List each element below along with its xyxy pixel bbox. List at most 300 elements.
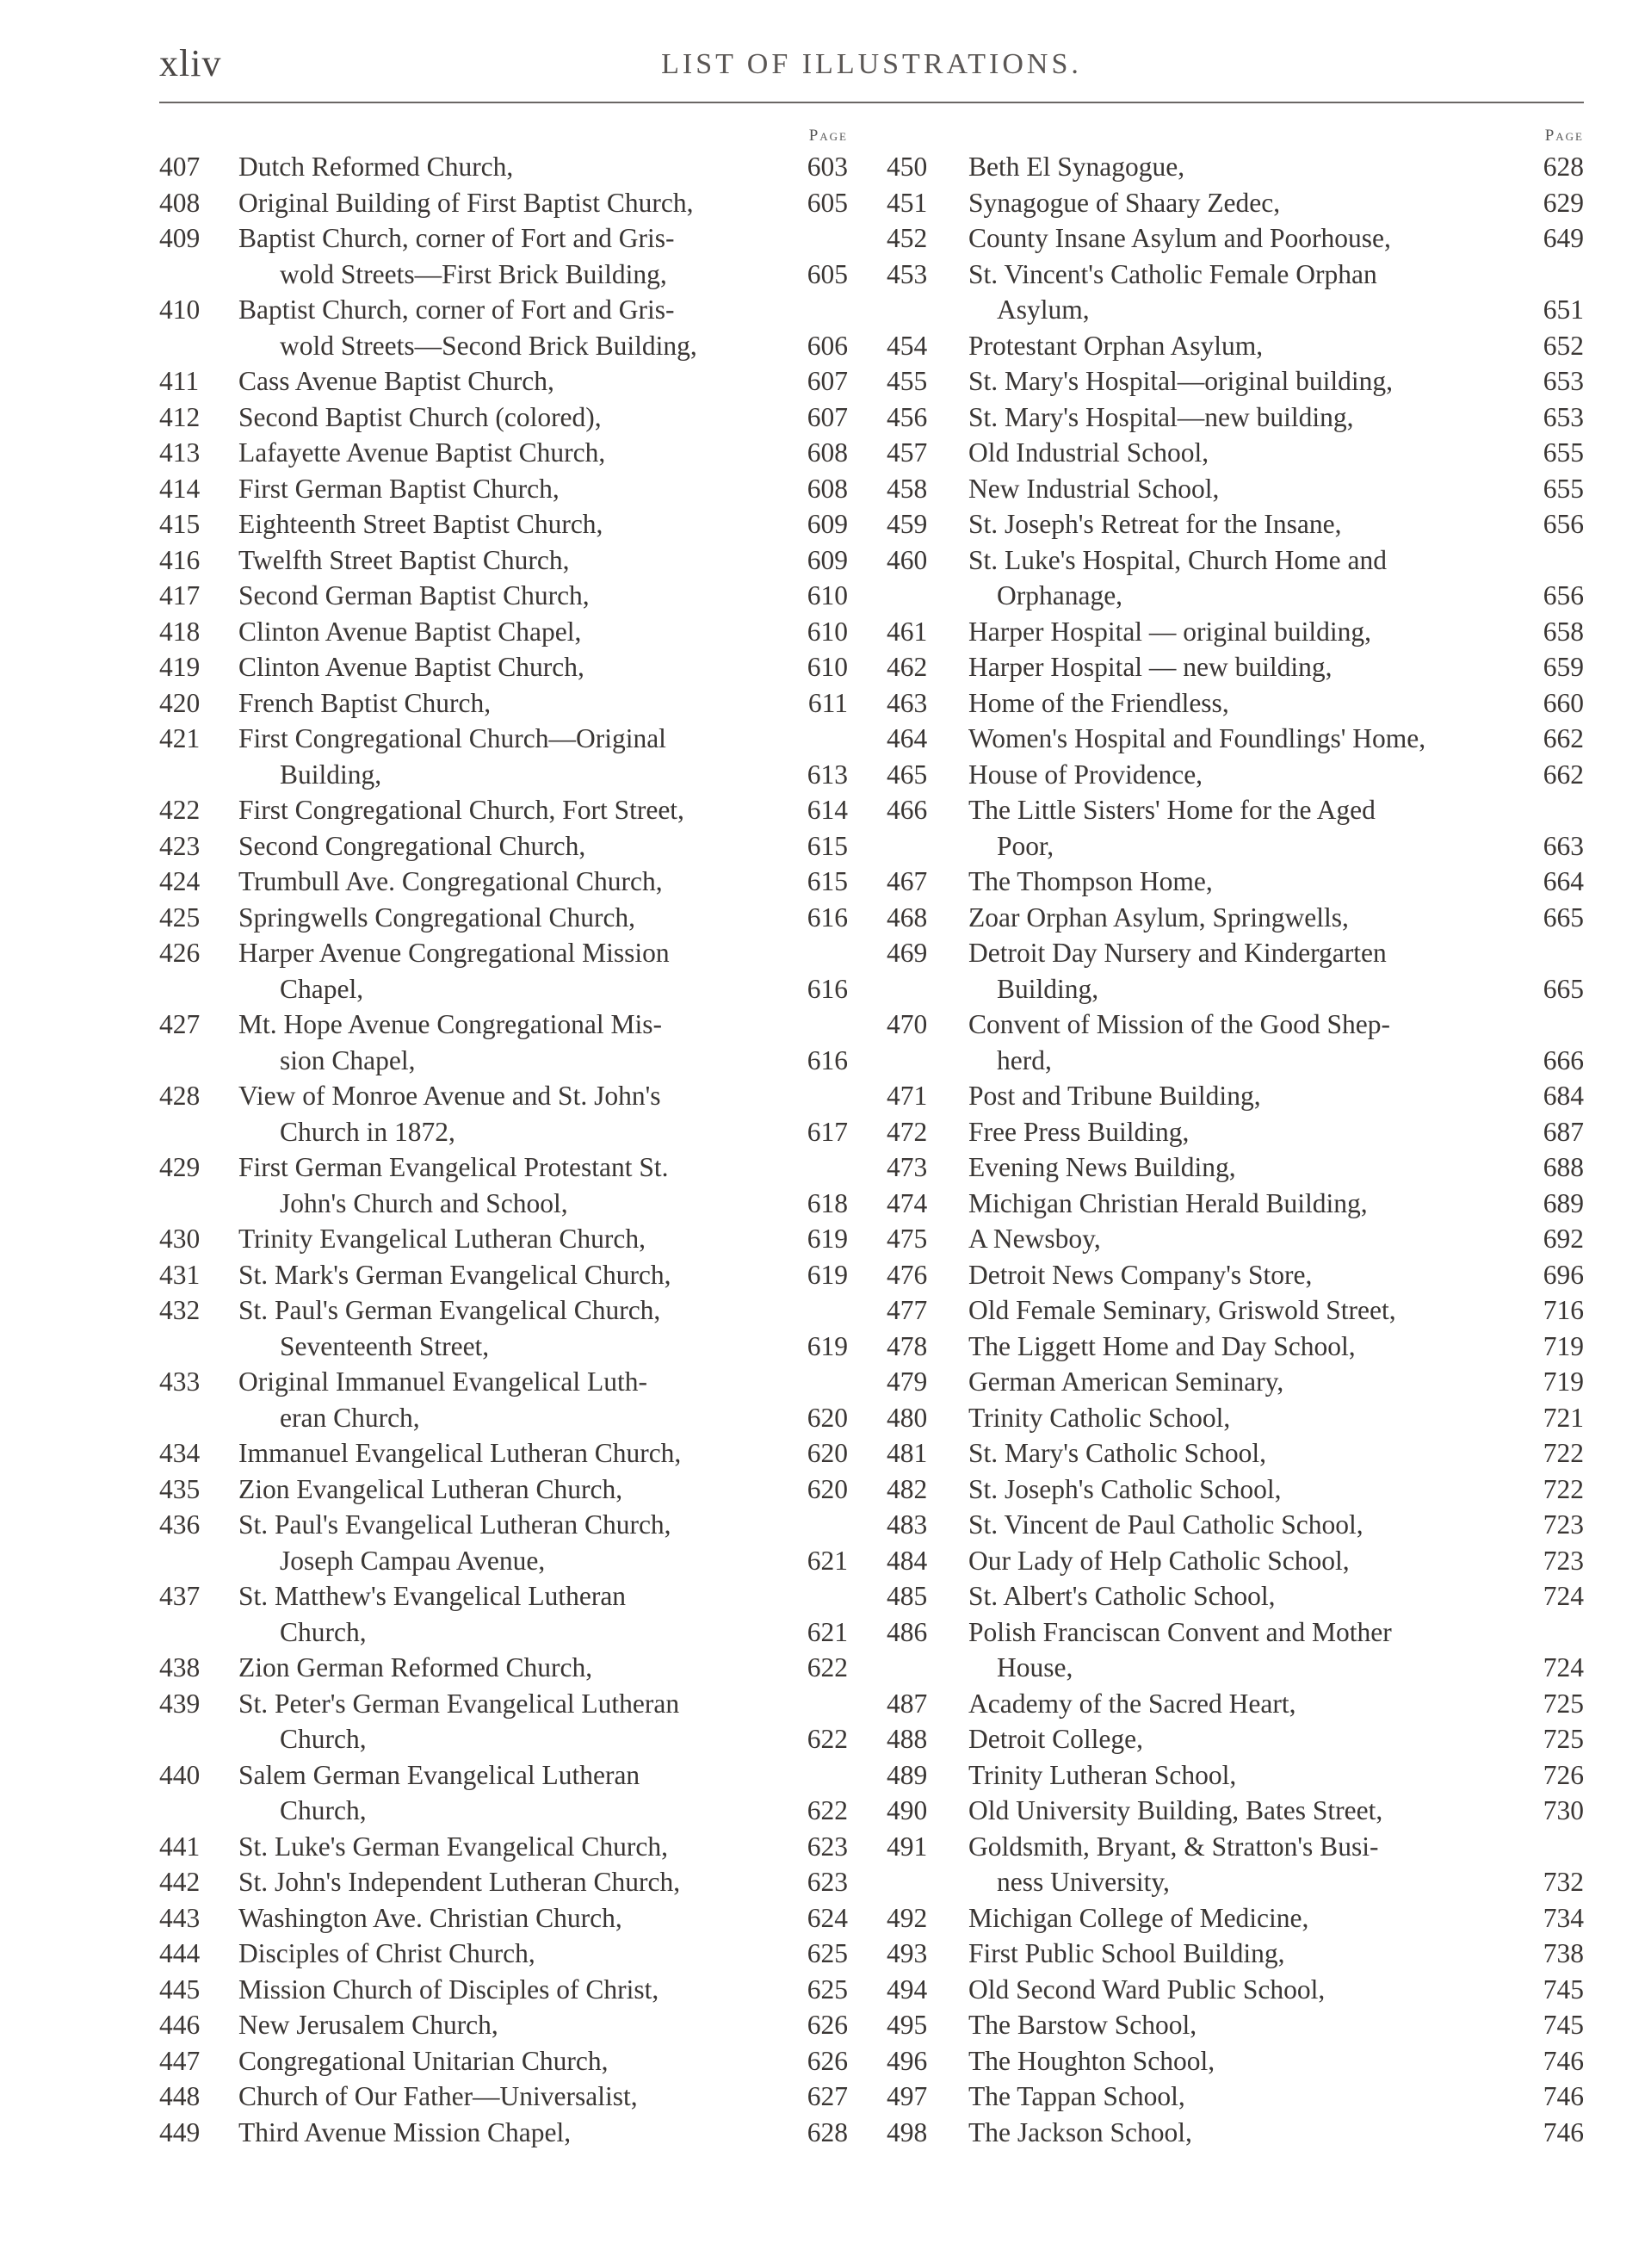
- entry-number: 455: [887, 366, 928, 396]
- entry-page-number: 665: [1543, 973, 1584, 1004]
- entry-page-number: 619: [807, 1330, 848, 1361]
- entry-title: St. Mary's Catholic School,: [968, 1438, 1267, 1468]
- entry-number: 411: [159, 366, 200, 396]
- entry-number: 426: [159, 938, 201, 968]
- illustration-entry: [887, 1400, 1584, 1436]
- entry-page-number: 623: [807, 1867, 848, 1897]
- entry-number: 424: [159, 866, 201, 896]
- illustration-entry: [159, 1472, 848, 1508]
- illustration-entry: [887, 1329, 1584, 1365]
- entry-title: Detroit College,: [968, 1724, 1143, 1754]
- illustration-entry: [159, 578, 848, 614]
- illustration-entry: [159, 1829, 848, 1865]
- entry-number: 435: [159, 1473, 201, 1504]
- entry-number: 437: [159, 1581, 201, 1611]
- entry-page-number: 719: [1543, 1366, 1584, 1397]
- entry-page-number: 651: [1543, 294, 1584, 325]
- entry-title: A Newsboy,: [968, 1224, 1101, 1254]
- entry-number: 417: [159, 580, 201, 610]
- entry-number: 445: [159, 1974, 201, 2005]
- entry-number: 487: [887, 1688, 928, 1719]
- entry-page-number: 665: [1543, 902, 1584, 933]
- illustration-entry: [159, 1149, 848, 1221]
- entry-title: The Jackson School,: [968, 2116, 1192, 2147]
- entry-page-number: 608: [807, 437, 848, 468]
- entry-page-number: 628: [807, 2116, 848, 2147]
- illustration-entry: [159, 828, 848, 864]
- entry-title: herd,: [997, 1044, 1052, 1075]
- entry-number: 459: [887, 509, 928, 539]
- entry-number: 490: [887, 1795, 928, 1825]
- entry-title: Old University Building, Bates Street,: [968, 1795, 1383, 1825]
- illustration-entry: [159, 2043, 848, 2079]
- entry-title: Michigan College of Medicine,: [968, 1902, 1309, 1933]
- entry-number: 465: [887, 759, 928, 790]
- illustration-entry: [887, 1078, 1584, 1114]
- entry-title: Congregational Unitarian Church,: [238, 2045, 609, 2076]
- entry-number: 469: [887, 938, 928, 968]
- illustration-entry: [159, 1435, 848, 1472]
- entry-title: ness University,: [997, 1867, 1170, 1897]
- entry-title: St. Mary's Hospital—new building,: [968, 401, 1354, 432]
- entry-page-number: 724: [1543, 1581, 1584, 1611]
- illustration-entry: [159, 649, 848, 685]
- entry-number: 468: [887, 902, 928, 933]
- right-column: [887, 123, 1584, 2150]
- entry-page-number: 746: [1543, 2045, 1584, 2076]
- entry-title: Post and Tribune Building,: [968, 1081, 1261, 1111]
- entry-title: Mt. Hope Avenue Congregational Mis-: [238, 1009, 662, 1039]
- entry-title: St. Luke's Hospital, Church Home and: [968, 544, 1387, 575]
- illustration-entry: [159, 1972, 848, 2008]
- illustration-entry: [887, 1114, 1584, 1150]
- entry-title: St. Matthew's Evangelical Lutheran: [238, 1581, 627, 1611]
- entry-title: Building,: [280, 759, 382, 790]
- entry-page-number: 655: [1543, 437, 1584, 468]
- illustration-entry: [887, 1972, 1584, 2008]
- entry-title: Church,: [280, 1616, 367, 1647]
- entry-number: 470: [887, 1009, 928, 1039]
- illustration-entry: [887, 1007, 1584, 1078]
- entry-title: Our Lady of Help Catholic School,: [968, 1545, 1350, 1576]
- entry-page-number: 626: [807, 2045, 848, 2076]
- entry-title: St. Albert's Catholic School,: [968, 1581, 1276, 1611]
- page-column-heading: [887, 123, 1584, 149]
- illustration-entry: [887, 1435, 1584, 1472]
- illustration-entry: [159, 1507, 848, 1578]
- entry-number: 464: [887, 723, 928, 753]
- entry-page-number: 662: [1543, 723, 1584, 753]
- entry-title: Church in 1872,: [280, 1116, 455, 1147]
- entry-page-number: 653: [1543, 401, 1584, 432]
- entry-title: New Jerusalem Church,: [238, 2010, 498, 2040]
- entry-number: 466: [887, 795, 928, 825]
- entry-page-number: 629: [1543, 187, 1584, 218]
- illustration-entry: [887, 363, 1584, 400]
- entry-number: 477: [887, 1295, 928, 1325]
- entry-number: 413: [159, 437, 201, 468]
- entry-title: Original Immanuel Evangelical Luth-: [238, 1366, 647, 1397]
- entry-page-number: 610: [807, 580, 848, 610]
- entry-page-number: 628: [1543, 152, 1584, 182]
- illustration-entry: [887, 1364, 1584, 1400]
- entry-title: Academy of the Sacred Heart,: [968, 1688, 1296, 1719]
- entry-number: 473: [887, 1152, 928, 1182]
- entry-page-number: 746: [1543, 2081, 1584, 2111]
- entry-number: 431: [159, 1259, 201, 1290]
- entry-number: 439: [159, 1688, 201, 1719]
- illustration-entry: [887, 1757, 1584, 1794]
- entry-number: 415: [159, 509, 201, 539]
- entry-title: Beth El Synagogue,: [968, 152, 1185, 182]
- illustration-entry: [159, 1578, 848, 1650]
- entry-title: Church,: [280, 1795, 367, 1825]
- left-entry-list: [159, 149, 848, 2150]
- illustration-entry: [159, 2079, 848, 2115]
- entry-page-number: 626: [807, 2010, 848, 2040]
- entry-title: sion Chapel,: [280, 1044, 416, 1075]
- entry-page-number: 746: [1543, 2116, 1584, 2147]
- entry-title: Second Baptist Church (colored),: [238, 401, 602, 432]
- entry-number: 494: [887, 1974, 928, 2005]
- illustration-entry: [887, 614, 1584, 650]
- entry-page-number: 616: [807, 902, 848, 933]
- entry-page-number: 615: [807, 830, 848, 861]
- entry-page-number: 620: [807, 1438, 848, 1468]
- illustration-entry: [887, 257, 1584, 328]
- entry-page-number: 734: [1543, 1902, 1584, 1933]
- entry-number: 485: [887, 1581, 928, 1611]
- entry-number: 461: [887, 616, 928, 647]
- entry-number: 478: [887, 1330, 928, 1361]
- illustration-entry: [159, 864, 848, 900]
- illustration-entry: [159, 614, 848, 650]
- entry-title: Chapel,: [280, 973, 364, 1004]
- illustration-entry: [887, 1257, 1584, 1293]
- entry-page-number: 609: [807, 509, 848, 539]
- entry-number: 476: [887, 1259, 928, 1290]
- entry-title: Lafayette Avenue Baptist Church,: [238, 437, 606, 468]
- entry-page-number: 738: [1543, 1938, 1584, 1968]
- entry-number: 448: [159, 2081, 201, 2111]
- entry-title: St. Luke's German Evangelical Church,: [238, 1831, 669, 1862]
- entry-title: John's Church and School,: [280, 1187, 568, 1218]
- illustration-entry: [159, 1078, 848, 1149]
- illustration-entry: [887, 864, 1584, 900]
- entry-title: Third Avenue Mission Chapel,: [238, 2116, 572, 2147]
- entry-title: First Public School Building,: [968, 1938, 1285, 1968]
- entry-number: 444: [159, 1938, 201, 1968]
- entry-title: Second Congregational Church,: [238, 830, 586, 861]
- entry-page-number: 730: [1543, 1795, 1584, 1825]
- entry-number: 463: [887, 687, 928, 718]
- entry-title: wold Streets—First Brick Building,: [280, 258, 667, 289]
- entry-title: Twelfth Street Baptist Church,: [238, 544, 570, 575]
- illustration-entry: [887, 220, 1584, 257]
- entry-title: Orphanage,: [997, 580, 1123, 610]
- entry-title: Building,: [997, 973, 1099, 1004]
- illustration-entry: [887, 1614, 1584, 1686]
- entry-page-number: 666: [1543, 1044, 1584, 1075]
- entry-title: Washington Ave. Christian Church,: [238, 1902, 622, 1933]
- entry-page-number: 623: [807, 1831, 848, 1862]
- entry-title: Evening News Building,: [968, 1152, 1236, 1182]
- illustration-entry: [159, 400, 848, 436]
- entry-title: Protestant Orphan Asylum,: [968, 330, 1264, 361]
- entry-title: View of Monroe Avenue and St. John's: [238, 1081, 661, 1111]
- illustration-entry: [887, 2115, 1584, 2151]
- entry-title: Zion Evangelical Lutheran Church,: [238, 1473, 623, 1504]
- entry-title: Mission Church of Disciples of Christ,: [238, 1974, 659, 2005]
- entry-title: New Industrial School,: [968, 473, 1220, 504]
- entry-number: 443: [159, 1902, 201, 1933]
- entry-number: 428: [159, 1081, 201, 1111]
- entry-number: 498: [887, 2116, 928, 2147]
- entry-title: St. Vincent's Catholic Female Orphan: [968, 258, 1377, 289]
- page-heading-label: Page: [1544, 127, 1584, 145]
- entry-title: Asylum,: [997, 294, 1090, 325]
- entry-page-number: 659: [1543, 652, 1584, 682]
- entry-number: 493: [887, 1938, 928, 1968]
- entry-number: 454: [887, 330, 928, 361]
- entry-number: 453: [887, 258, 928, 289]
- illustration-entry: [887, 649, 1584, 685]
- entry-page-number: 732: [1543, 1867, 1584, 1897]
- entry-title: Old Industrial School,: [968, 437, 1209, 468]
- entry-number: 479: [887, 1366, 928, 1397]
- illustration-entry: [887, 1829, 1584, 1900]
- illustration-entry: [887, 328, 1584, 364]
- entry-number: 471: [887, 1081, 928, 1111]
- entry-title: Free Press Building,: [968, 1116, 1190, 1147]
- entry-page-number: 616: [807, 973, 848, 1004]
- illustration-entry: [887, 1686, 1584, 1722]
- illustration-entry: [887, 721, 1584, 757]
- entry-number: 433: [159, 1366, 201, 1397]
- illustration-entry: [887, 542, 1584, 614]
- illustration-entry: [159, 220, 848, 292]
- entry-number: 420: [159, 687, 201, 718]
- entry-title: First German Baptist Church,: [238, 473, 560, 504]
- illustration-entry: [159, 1864, 848, 1900]
- illustration-entry: [159, 1007, 848, 1078]
- entry-page-number: 614: [807, 795, 848, 825]
- entry-page-number: 619: [807, 1224, 848, 1254]
- entry-title: Original Building of First Baptist Church,: [238, 187, 694, 218]
- entry-page-number: 719: [1543, 1330, 1584, 1361]
- illustration-entry: [159, 935, 848, 1007]
- right-entry-list: [887, 149, 1584, 2150]
- entry-title: wold Streets—Second Brick Building,: [280, 330, 697, 361]
- entry-number: 418: [159, 616, 201, 647]
- illustration-entry: [159, 685, 848, 722]
- entry-page-number: 613: [807, 759, 848, 790]
- illustration-entry: [159, 792, 848, 828]
- illustration-entry: [159, 900, 848, 936]
- entry-page-number: 625: [807, 1938, 848, 1968]
- entry-title: Seventeenth Street,: [280, 1330, 490, 1361]
- entry-page-number: 724: [1543, 1652, 1584, 1682]
- illustration-entry: [887, 1793, 1584, 1829]
- entry-title: St. Joseph's Catholic School,: [968, 1473, 1282, 1504]
- entry-number: 421: [159, 723, 201, 753]
- entry-page-number: 620: [807, 1473, 848, 1504]
- entry-title: County Insane Asylum and Poorhouse,: [968, 223, 1391, 253]
- entry-number: 491: [887, 1831, 928, 1862]
- entry-number: 489: [887, 1759, 928, 1790]
- entry-page-number: 616: [807, 1044, 848, 1075]
- entry-title: Michigan Christian Herald Building,: [968, 1187, 1368, 1218]
- entry-title: Clinton Avenue Baptist Church,: [238, 652, 584, 682]
- entry-page-number: 653: [1543, 366, 1584, 396]
- entry-title: Harper Avenue Congregational Mission: [238, 938, 670, 968]
- illustration-entry: [159, 185, 848, 221]
- entry-page-number: 692: [1543, 1224, 1584, 1254]
- entry-page-number: 606: [807, 330, 848, 361]
- entry-title: Synagogue of Shaary Zedec,: [968, 187, 1281, 218]
- entry-page-number: 622: [807, 1795, 848, 1825]
- entry-number: 450: [887, 152, 928, 182]
- entry-number: 425: [159, 902, 201, 933]
- entry-title: First German Evangelical Protestant St.: [238, 1152, 669, 1182]
- illustration-entry: [887, 792, 1584, 864]
- entry-title: French Baptist Church,: [238, 687, 492, 718]
- entry-title: Goldsmith, Bryant, & Stratton's Busi-: [968, 1831, 1379, 1862]
- entry-number: 480: [887, 1402, 928, 1433]
- entry-page-number: 663: [1543, 830, 1584, 861]
- entry-number: 434: [159, 1438, 201, 1468]
- entry-title: Zion German Reformed Church,: [238, 1652, 593, 1682]
- illustration-entry: [159, 1900, 848, 1936]
- entry-page-number: 621: [807, 1545, 848, 1576]
- entry-title: Old Second Ward Public School,: [968, 1974, 1326, 2005]
- entry-page-number: 696: [1543, 1259, 1584, 1290]
- entry-title: St. Mary's Hospital—original building,: [968, 366, 1394, 396]
- entry-number: 460: [887, 544, 928, 575]
- illustration-entry: [887, 900, 1584, 936]
- entry-page-number: 615: [807, 866, 848, 896]
- entry-page-number: 605: [807, 258, 848, 289]
- entry-page-number: 610: [807, 652, 848, 682]
- entry-page-number: 723: [1543, 1545, 1584, 1576]
- running-title: LIST OF ILLUSTRATIONS.: [661, 48, 1082, 80]
- entry-number: 451: [887, 187, 928, 218]
- illustration-entry: [159, 292, 848, 363]
- illustration-entry: [887, 435, 1584, 471]
- entry-number: 409: [159, 223, 201, 253]
- entry-page-number: 610: [807, 616, 848, 647]
- entry-number: 486: [887, 1616, 928, 1647]
- entry-title: First Congregational Church—Original: [238, 723, 666, 753]
- entry-page-number: 684: [1543, 1081, 1584, 1111]
- entry-page-number: 656: [1543, 509, 1584, 539]
- entry-title: Detroit News Company's Store,: [968, 1259, 1313, 1290]
- entry-title: Detroit Day Nursery and Kindergarten: [968, 938, 1387, 968]
- entry-number: 419: [159, 652, 201, 682]
- entry-title: First Congregational Church, Fort Street,: [238, 795, 684, 825]
- entry-page-number: 687: [1543, 1116, 1584, 1147]
- illustration-entry: [887, 2079, 1584, 2115]
- entry-title: St. Paul's German Evangelical Church,: [238, 1295, 661, 1325]
- entry-number: 474: [887, 1187, 928, 1218]
- illustration-entry: [887, 471, 1584, 507]
- entry-title: Clinton Avenue Baptist Chapel,: [238, 616, 582, 647]
- entry-number: 414: [159, 473, 201, 504]
- entry-number: 497: [887, 2081, 928, 2111]
- entry-title: Trinity Evangelical Lutheran Church,: [238, 1224, 646, 1254]
- entry-title: Church of Our Father—Universalist,: [238, 2081, 638, 2111]
- entry-page-number: 619: [807, 1259, 848, 1290]
- entry-title: Trinity Catholic School,: [968, 1402, 1231, 1433]
- illustration-entry: [159, 1936, 848, 1972]
- entry-title: St. John's Independent Lutheran Church,: [238, 1867, 681, 1897]
- illustration-entry: [887, 1149, 1584, 1186]
- entry-page-number: 649: [1543, 223, 1584, 253]
- illustration-entry: [887, 935, 1584, 1007]
- entry-title: St. Joseph's Retreat for the Insane,: [968, 509, 1342, 539]
- entry-page-number: 662: [1543, 759, 1584, 790]
- entry-page-number: 726: [1543, 1759, 1584, 1790]
- illustration-entry: [887, 1472, 1584, 1508]
- entry-page-number: 725: [1543, 1724, 1584, 1754]
- entry-title: Home of the Friendless,: [968, 687, 1229, 718]
- entry-page-number: 621: [807, 1616, 848, 1647]
- entry-page-number: 617: [807, 1116, 848, 1147]
- entry-title: The Tappan School,: [968, 2081, 1185, 2111]
- entry-page-number: 688: [1543, 1152, 1584, 1182]
- entry-page-number: 652: [1543, 330, 1584, 361]
- entry-number: 492: [887, 1902, 928, 1933]
- entry-page-number: 722: [1543, 1473, 1584, 1504]
- entry-number: 456: [887, 401, 928, 432]
- entry-title: Eighteenth Street Baptist Church,: [238, 509, 603, 539]
- entry-number: 432: [159, 1295, 201, 1325]
- entry-number: 442: [159, 1867, 201, 1897]
- entry-title: German American Seminary,: [968, 1366, 1284, 1397]
- entry-title: Harper Hospital — new building,: [968, 652, 1333, 682]
- entry-page-number: 624: [807, 1902, 848, 1933]
- entry-page-number: 625: [807, 1974, 848, 2005]
- entry-title: St. Mark's German Evangelical Church,: [238, 1259, 671, 1290]
- entry-title: The Barstow School,: [968, 2010, 1197, 2040]
- entry-number: 410: [159, 294, 201, 325]
- entry-page-number: 655: [1543, 473, 1584, 504]
- entry-page-number: 603: [807, 152, 848, 182]
- page-heading-label: Page: [808, 127, 848, 145]
- page-column-heading: [159, 123, 848, 149]
- illustration-entry: [887, 1221, 1584, 1257]
- entry-page-number: 689: [1543, 1187, 1584, 1218]
- illustration-entry: [887, 1186, 1584, 1222]
- entry-number: 496: [887, 2045, 928, 2076]
- illustration-entry: [887, 757, 1584, 793]
- illustration-entry: [887, 149, 1584, 185]
- entry-page-number: 745: [1543, 1974, 1584, 2005]
- entry-number: 484: [887, 1545, 928, 1576]
- entry-page-number: 627: [807, 2081, 848, 2111]
- entry-page-number: 607: [807, 366, 848, 396]
- entry-page-number: 658: [1543, 616, 1584, 647]
- entry-title: Poor,: [997, 830, 1054, 861]
- illustration-entry: [887, 400, 1584, 436]
- entry-page-number: 716: [1543, 1295, 1584, 1325]
- entry-number: 472: [887, 1116, 928, 1147]
- entry-page-number: 725: [1543, 1688, 1584, 1719]
- illustration-entry: [887, 1543, 1584, 1579]
- entry-page-number: 660: [1543, 687, 1584, 718]
- page-header: [159, 41, 1584, 102]
- entry-number: 438: [159, 1652, 201, 1682]
